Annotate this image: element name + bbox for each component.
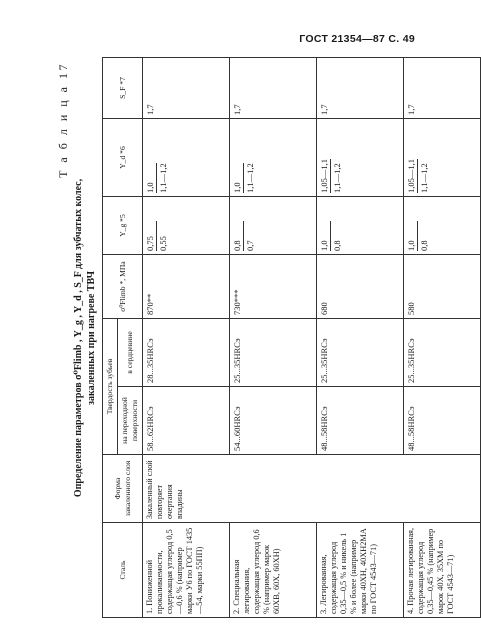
cell-hardness-transition: 48...58HRCэ bbox=[404, 387, 481, 455]
table-number: Т а б л и ц а 17 bbox=[56, 62, 70, 178]
page-header: ГОСТ 21354—87 С. 49 bbox=[299, 33, 415, 45]
table-caption bbox=[72, 58, 98, 618]
header-yg: Y_g *5 bbox=[103, 197, 143, 255]
rotated-table-block bbox=[50, 58, 455, 618]
cell-yd bbox=[143, 119, 230, 197]
cell-yg bbox=[230, 197, 317, 255]
header-sf: S_F *7 bbox=[103, 58, 143, 119]
table-row bbox=[317, 58, 404, 618]
header-hardness: Твердость зубьев bbox=[103, 319, 118, 455]
yd-bottom: 1,1—1,2 bbox=[245, 163, 255, 193]
cell-yd bbox=[230, 119, 317, 197]
caption-line-2: закаленных при нагреве ТВЧ bbox=[86, 271, 97, 406]
yd-bottom: 1,1—1,2 bbox=[158, 163, 168, 193]
yg-bottom: 0,55 bbox=[158, 236, 168, 251]
cell-hardness-core: 28...35HRCэ bbox=[143, 319, 230, 387]
cell-form: Закаленный слой повторяет очертания впадины bbox=[143, 455, 481, 523]
cell-yd bbox=[317, 119, 404, 197]
cell-yg bbox=[317, 197, 404, 255]
cell-yg bbox=[404, 197, 481, 255]
cell-hardness-core: 25...35HRCэ bbox=[230, 319, 317, 387]
parameters-table bbox=[102, 57, 481, 618]
cell-hardness-transition: 58...62HRCэ bbox=[143, 387, 230, 455]
cell-yg bbox=[143, 197, 230, 255]
header-hardness-core: в сердцевине bbox=[118, 319, 143, 387]
header-form: Форма закаленного слоя bbox=[103, 455, 143, 523]
cell-sf: 1,7 bbox=[230, 58, 317, 119]
yg-bottom: 0,7 bbox=[245, 240, 255, 251]
cell-hardness-transition: 54...60HRCэ bbox=[230, 387, 317, 455]
cell-hardness-core: 25...35HRCэ bbox=[317, 319, 404, 387]
header-sigma: σ⁰Flimb *, МПа bbox=[103, 255, 143, 319]
yd-top: 1,0 bbox=[145, 163, 157, 193]
cell-sf: 1,7 bbox=[317, 58, 404, 119]
yg-bottom: 0,8 bbox=[332, 240, 342, 251]
cell-yd bbox=[404, 119, 481, 197]
cell-sigma: 870** bbox=[143, 255, 230, 319]
caption-line-1: Определение параметров σ⁰Flimb , Y_g , Y_d , S_F для зубчатых колес, bbox=[73, 178, 84, 498]
cell-sf: 1,7 bbox=[404, 58, 481, 119]
cell-steel: 2. Специальная легирования, содержащая углерод 0,6 % (например марок 60ХВ, 60Х, 60ХН) bbox=[230, 523, 317, 618]
yg-top: 1,0 bbox=[406, 221, 418, 251]
yd-bottom: 1,1—1,2 bbox=[332, 163, 342, 193]
cell-sigma: 580 bbox=[404, 255, 481, 319]
cell-hardness-transition: 48...58HRCэ bbox=[317, 387, 404, 455]
cell-steel: 3. Легированная, содержащая углерод 0,35—0,5 % и никель 1 % и более (например марки 40ХН, 40ХН2МА по ГОСТ 4543—71) bbox=[317, 523, 404, 618]
cell-steel: 4. Прочая легированная, содержащая углерод 0,35—0,45 % (например марок 40Х, 35ХМ по ГОСТ 4543—71) bbox=[404, 523, 481, 618]
header-hardness-transition: на переходной поверхности bbox=[118, 387, 143, 455]
header-steel: Сталь bbox=[103, 523, 143, 618]
cell-hardness-core: 25...35HRCэ bbox=[404, 319, 481, 387]
yg-top: 0,8 bbox=[232, 221, 244, 251]
header-yd: Y_d *6 bbox=[103, 119, 143, 197]
table-row bbox=[404, 58, 481, 618]
cell-sf: 1,7 bbox=[143, 58, 230, 119]
yg-bottom: 0,8 bbox=[419, 240, 429, 251]
cell-sigma: 680 bbox=[317, 255, 404, 319]
yg-top: 1,0 bbox=[319, 221, 331, 251]
table-row bbox=[143, 58, 230, 618]
yd-top: 1,0 bbox=[232, 163, 244, 193]
yd-bottom: 1,1—1,2 bbox=[419, 163, 429, 193]
yd-top: 1,05—1,1 bbox=[406, 159, 416, 193]
cell-steel: 1. Пониженной прокаливаемости, содержащая углерод 0,5—0,6 % (например марки У6 по ГОСТ 1435—54, марки 55ПП) bbox=[143, 523, 230, 618]
table-row bbox=[230, 58, 317, 618]
yd-top: 1,05—1,1 bbox=[319, 159, 329, 193]
cell-sigma: 730*** bbox=[230, 255, 317, 319]
yg-top: 0,75 bbox=[145, 221, 157, 251]
